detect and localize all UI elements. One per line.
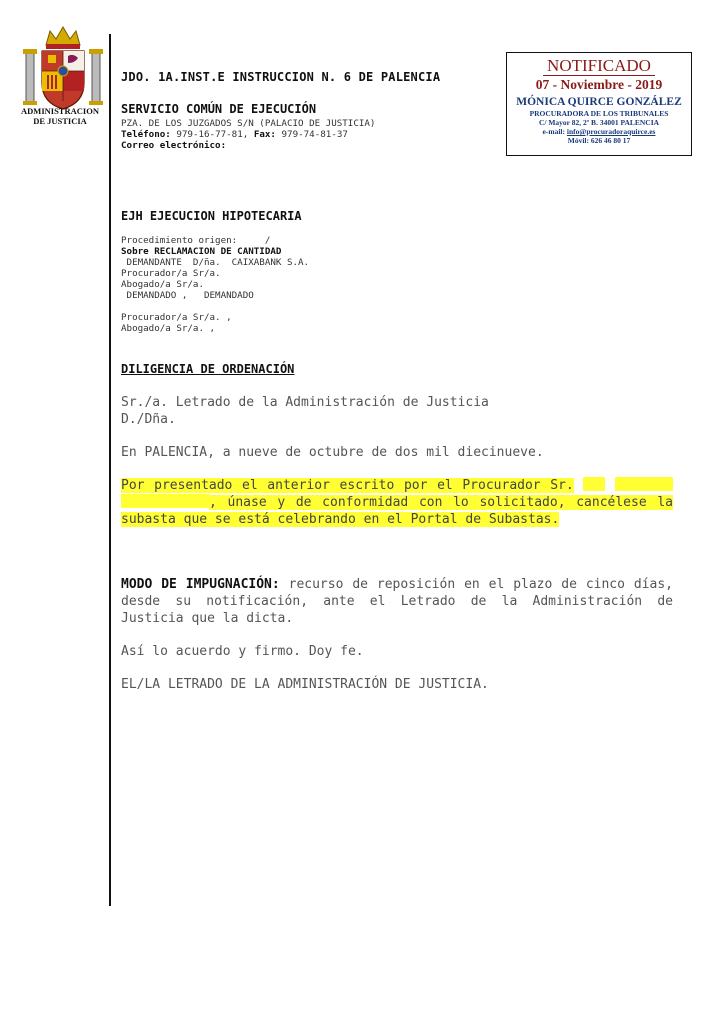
clerk-block <box>121 394 489 428</box>
stamp-date: 07 - Noviembre - 2019 <box>535 77 663 92</box>
stamp-name: MÓNICA QUIRCE GONZÁLEZ <box>516 96 682 108</box>
diligence-title: DILIGENCIA DE ORDENACIÓN <box>121 362 295 376</box>
redacted-block <box>615 477 673 491</box>
procedure-details <box>121 224 309 345</box>
court-name: JDO. 1A.INST.E INSTRUCCION N. 6 DE PALENCIA <box>121 70 441 84</box>
notification-stamp <box>506 52 692 156</box>
defendant-procurador: Procurador/a Sr/a. , <box>121 312 232 323</box>
order-text-start: Por presentado el anterior escrito por el Procurador Sr. <box>121 478 574 493</box>
phone-label: Teléfono: <box>121 129 171 140</box>
procedure-origin: Procedimiento origen: / <box>121 235 271 246</box>
court-address: PZA. DE LOS JUZGADOS S/N (PALACIO DE JUSTICIA) <box>121 118 376 129</box>
clerk-name-line: D./Dña. <box>121 412 176 427</box>
impugnation-text: recurso de reposición en el plazo de cinco días, desde su notificación, ante el Letrado de la Administración de Justicia que la dicta. <box>121 577 673 626</box>
court-contact <box>121 118 375 151</box>
plaintiff-abogado: Abogado/a Sr/a. <box>121 279 204 290</box>
fax-label: Fax: <box>253 129 276 140</box>
order-text-end: , únase y de conformidad con lo solicitado, cancélese la subasta que se está celebrando en el Portal de Subastas. <box>121 495 673 527</box>
defendant-abogado: Abogado/a Sr/a. , <box>121 323 216 334</box>
stamp-email-label: e-mail: <box>542 127 566 136</box>
closing-line: Así lo acuerdo y firmo. Doy fe. <box>121 644 364 659</box>
stamp-address: C/ Mayor 82, 2º B. 34001 PALENCIA <box>538 118 660 127</box>
stamp-email-link[interactable]: info@procuradoraquirce.es <box>566 127 656 136</box>
email-label: Correo electrónico: <box>121 140 227 151</box>
phone-number: 979-16-77-81, <box>176 129 249 140</box>
impugnation-paragraph <box>121 576 673 627</box>
stamp-email-line <box>507 127 691 136</box>
stamp-mobile: Móvil: 626 46 80 17 <box>567 136 631 145</box>
order-paragraph <box>121 477 673 528</box>
plaintiff-procurador: Procurador/a Sr/a. <box>121 268 221 279</box>
service-name: SERVICIO COMÚN DE EJECUCIÓN <box>121 102 317 116</box>
clerk-line: Sr./a. Letrado de la Administración de Justicia <box>121 395 489 410</box>
crest-caption-line: DE JUSTICIA <box>33 116 87 126</box>
procedure-subject: Sobre RECLAMACION DE CANTIDAD <box>121 246 282 257</box>
coat-of-arms-icon <box>18 18 108 118</box>
crest-caption <box>14 106 106 126</box>
impugnation-label: MODO DE IMPUGNACIÓN: <box>121 577 280 592</box>
signature-line: EL/LA LETRADO DE LA ADMINISTRACIÓN DE JUSTICIA. <box>121 677 489 692</box>
fax-number: 979-74-81-37 <box>281 129 348 140</box>
defendant: DEMANDADO , DEMANDADO <box>121 290 254 301</box>
margin-rule <box>109 34 111 906</box>
redacted-block <box>121 494 209 508</box>
plaintiff: DEMANDANTE D/ña. CAIXABANK S.A. <box>121 257 310 268</box>
stamp-role: PROCURADORA DE LOS TRIBUNALES <box>529 109 669 118</box>
stamp-title: NOTIFICADO <box>543 56 655 76</box>
court-phone-fax <box>121 129 375 140</box>
redacted-block <box>583 477 605 491</box>
procedure-title: EJH EJECUCION HIPOTECARIA <box>121 209 302 223</box>
place-date: En PALENCIA, a nueve de octubre de dos mil diecinueve. <box>121 445 544 460</box>
crest-caption-line: ADMINISTRACION <box>21 106 99 116</box>
